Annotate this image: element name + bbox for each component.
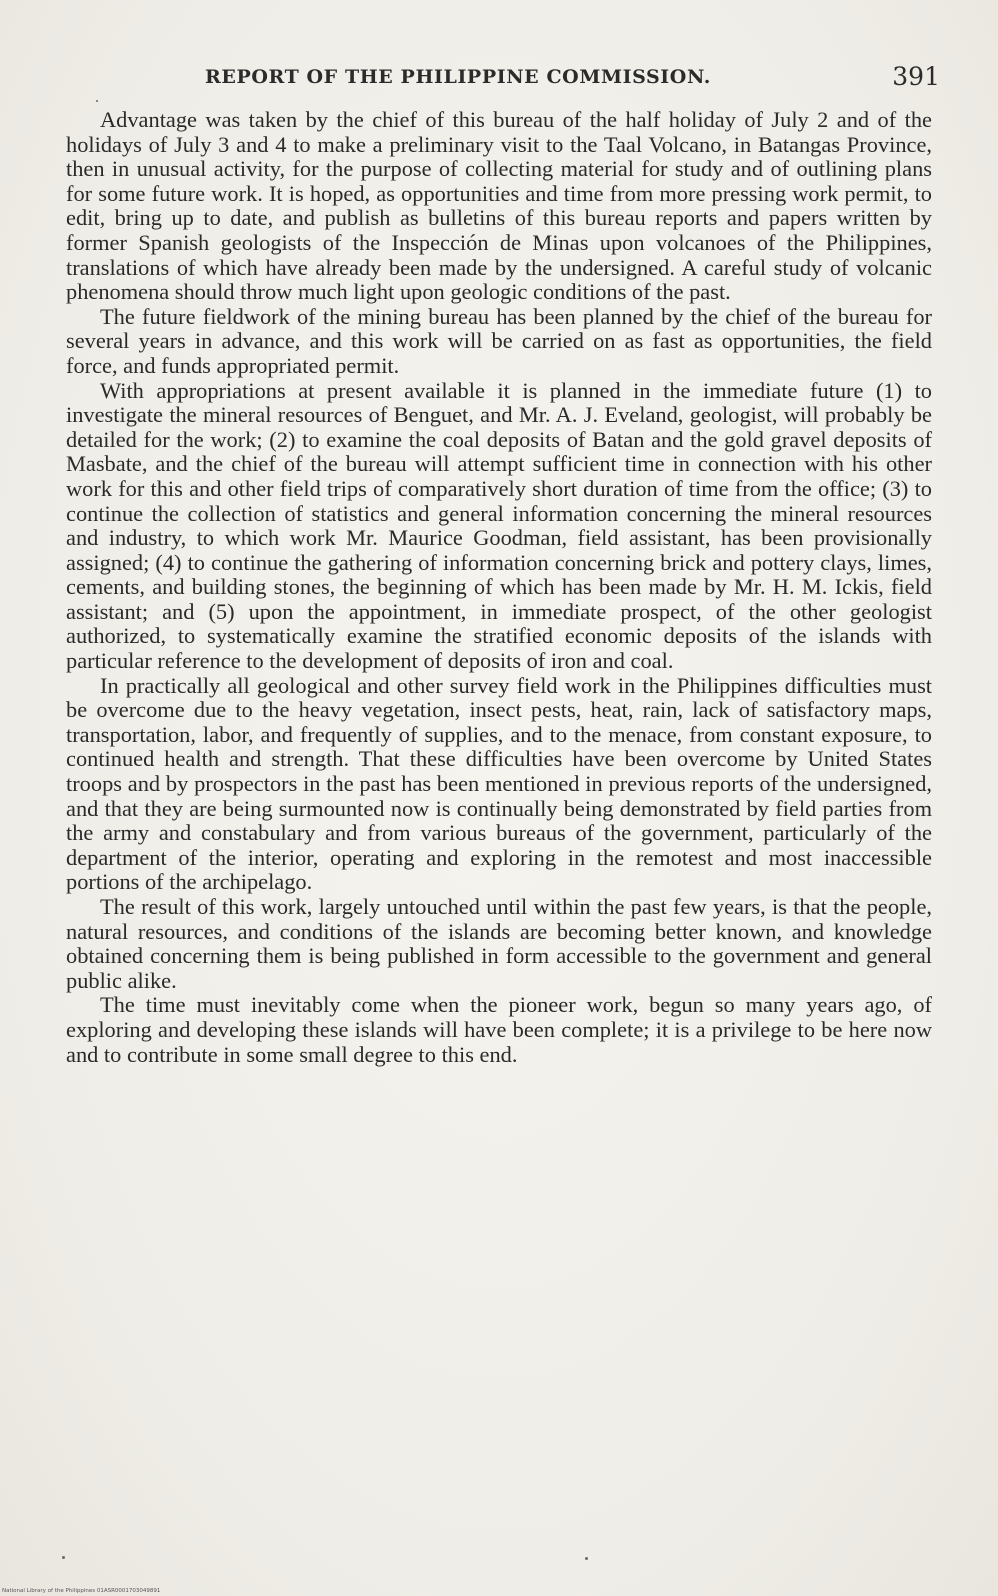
paragraph-appropriations: With appropriations at present available it is planned in the immediate future (1) to investigate the mineral resources of Benguet, and Mr. A. J. Eveland, geologist, will probably be detailed for the work; (2) to examine the coal deposits of Batan and the gold gravel deposits of Masbate, and the chief of the bureau will attempt sufficient time in connection with his other work for this and other field trips of comparatively short duration of time from the office; (3) to continue the collection of statistics and general information concerning the mineral resources and industry, to which work Mr. Maurice Goodman, field assistant, has been provisionally assigned; (4) to continue the gathering of information concerning brick and pottery clays, limes, cements, and building stones, the beginning of which has been made by Mr. H. M. Ickis, field assistant; and (5) upon the appointment, in immediate prospect, of the other geologist authorized, to systematically examine the stratified economic deposits of the islands with particular reference to the development of deposits of iron and coal. [66,377,932,674]
scan-speck [96,100,98,102]
scan-speck [62,1556,65,1559]
scan-speck [585,1557,588,1560]
page-header [205,62,940,92]
paragraph-taal-volcano: Advantage was taken by the chief of this bureau of the half holiday of July 2 and of the holidays of July 3 and 4 to make a preliminary visit to the Taal Volcano, in Batangas Province, then in unusual activity, for the purpose of collecting material for study and of outlining plans for some future work. It is hoped, as opportunities and time from more pressing work permit, to edit, bring up to date, and publish as bulletins of this bureau reports and papers written by former Spanish geologists of the Inspección de Minas upon volcanoes of the Philippines, translations of which have already been made by the undersigned. A careful study of volcanic phenomena should throw much light upon geologic conditions of the past. [66,107,932,305]
paragraph-conclusion: The time must inevitably come when the pioneer work, begun so many years ago, of exploring and developing these islands will have been complete; it is a privilege to be here now and to contribute in some small degree to this end. [66,992,932,1067]
body-text [66,108,932,1067]
paragraph-result: The result of this work, largely untouched until within the past few years, is that the people, natural resources, and conditions of the islands are becoming better known, and knowledge obtained concerning them is being published in form accessible to the government and general public alike. [66,894,932,993]
paragraph-difficulties: In practically all geological and other survey field work in the Philippines difficulties must be overcome due to the heavy vegetation, insect pests, heat, rain, lack of satisfactory maps, transportation, labor, and frequently of supplies, and to the menace, from constant exposure, to continued health and strength. That these difficulties have been overcome by United States troops and by prospectors in the past has been mentioned in previous reports of the undersigned, and that they are being surmounted now is continually being demonstrated by field parties from the army and constabulary and from various bureaus of the government, particularly of the department of the interior, operating and exploring in the remotest and most inaccessible portions of the archipelago. [66,672,932,895]
page-number: 391 [892,62,940,91]
running-head: REPORT OF THE PHILIPPINE COMMISSION. [205,66,711,88]
footer-credit: National Library of the Philippines 01ASR0001703049891 [2,1588,161,1594]
paragraph-future-fieldwork: The future fieldwork of the mining bureau has been planned by the chief of the bureau for several years in advance, and this work will be carried on as fast as opportunities, the field force, and funds appropriated permit. [66,303,932,378]
